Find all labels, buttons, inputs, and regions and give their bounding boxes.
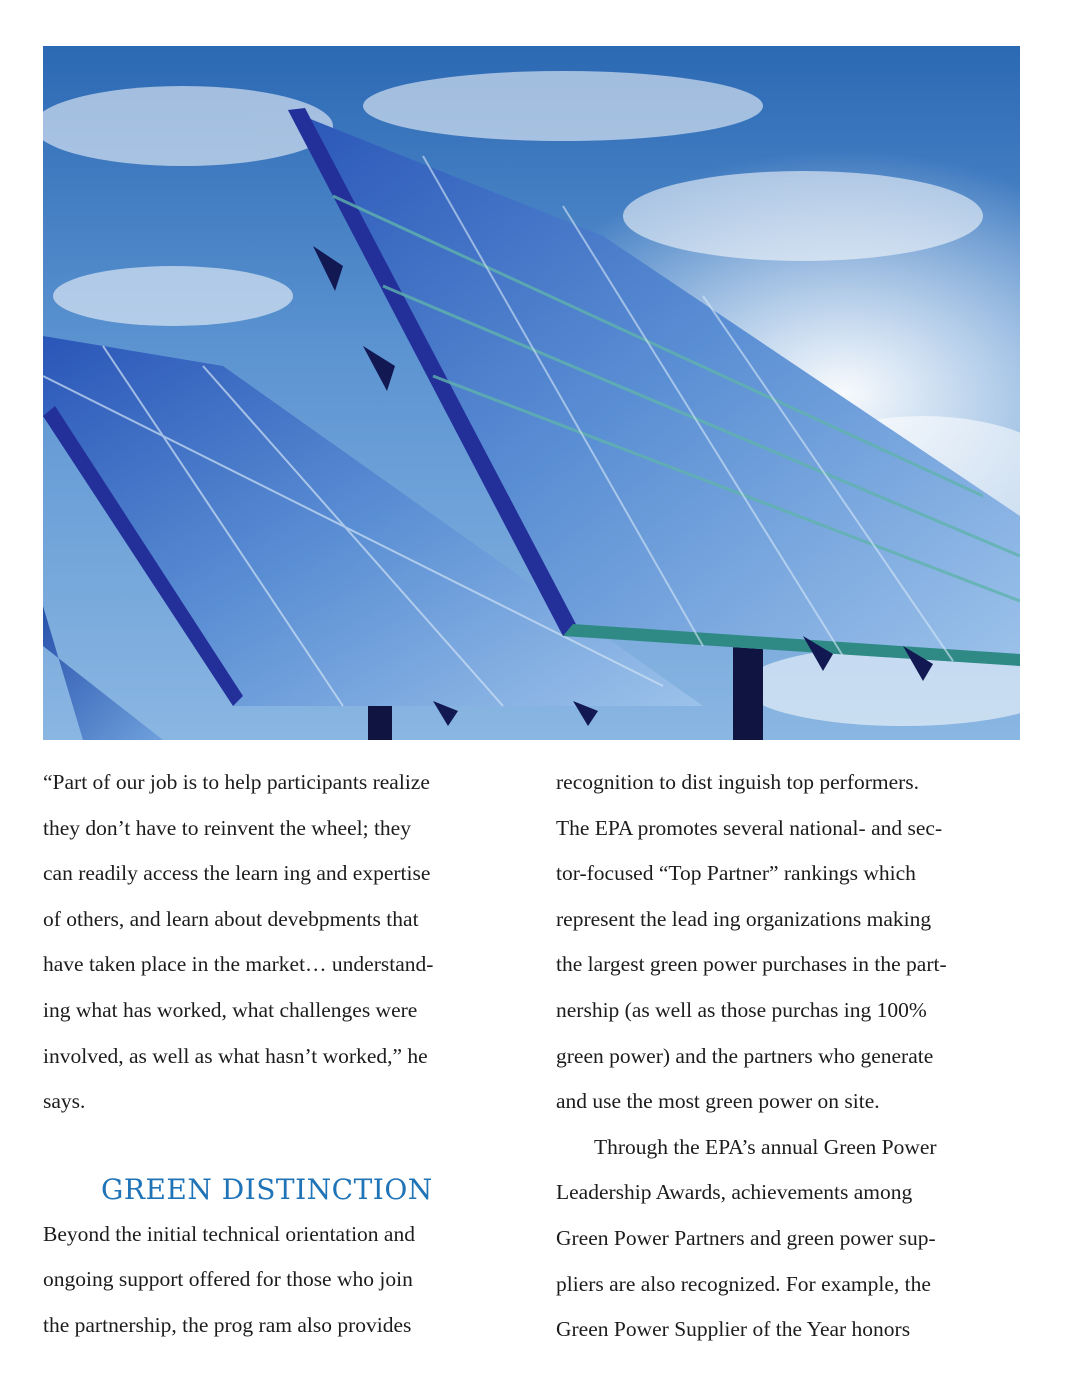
paragraph-line: Through the EPA’s annual Green Power xyxy=(594,1134,937,1159)
rankings-paragraph xyxy=(556,760,1026,1125)
right-column xyxy=(556,760,1026,1353)
paragraph-line: Beyond the initial technical orientation and xyxy=(43,1221,415,1246)
paragraph-line: Leadership Awards, achievements among xyxy=(556,1180,913,1205)
paragraph-line: The EPA promotes several national- and sec- xyxy=(556,815,943,840)
left-column xyxy=(43,760,521,1349)
quote-line: they don’t have to reinvent the wheel; they xyxy=(43,815,411,840)
paragraph-line: the largest green power purchases in the part- xyxy=(556,952,947,977)
quote-line: involved, as well as what hasn’t worked,” he xyxy=(43,1043,428,1068)
quote-paragraph xyxy=(43,760,521,1125)
paragraph-line: pliers are also recognized. For example, the xyxy=(556,1271,931,1296)
quote-line: “Part of our job is to help participants realize xyxy=(43,770,430,794)
quote-line: says. xyxy=(43,1089,86,1114)
quote-line: have taken place in the market… understand- xyxy=(43,952,434,977)
solar-panels-photo xyxy=(43,46,1020,740)
awards-paragraph xyxy=(556,1125,1026,1353)
intro-paragraph xyxy=(43,1212,521,1349)
paragraph-line: and use the most green power on site. xyxy=(556,1089,880,1114)
section-heading: GREEN DISTINCTION xyxy=(101,1172,433,1206)
paragraph-line: green power) and the partners who generate xyxy=(556,1043,934,1068)
paragraph-line: ongoing support offered for those who join xyxy=(43,1267,413,1292)
paragraph-line: represent the lead ing organizations making xyxy=(556,906,932,931)
paragraph-line: the partnership, the prog ram also provides xyxy=(43,1312,412,1337)
paragraph-line: Green Power Supplier of the Year honors xyxy=(556,1317,911,1342)
quote-line: can readily access the learn ing and expertise xyxy=(43,861,431,886)
quote-line: of others, and learn about devebpments that xyxy=(43,906,419,931)
solar-panels-illustration xyxy=(43,46,1020,740)
paragraph-line: recognition to dist inguish top performers. xyxy=(556,770,920,794)
paragraph-line: Green Power Partners and green power sup- xyxy=(556,1225,936,1250)
paragraph-line: tor-focused “Top Partner” rankings which xyxy=(556,861,916,886)
quote-line: ing what has worked, what challenges were xyxy=(43,997,418,1022)
paragraph-line: nership (as well as those purchas ing 100% xyxy=(556,997,927,1022)
